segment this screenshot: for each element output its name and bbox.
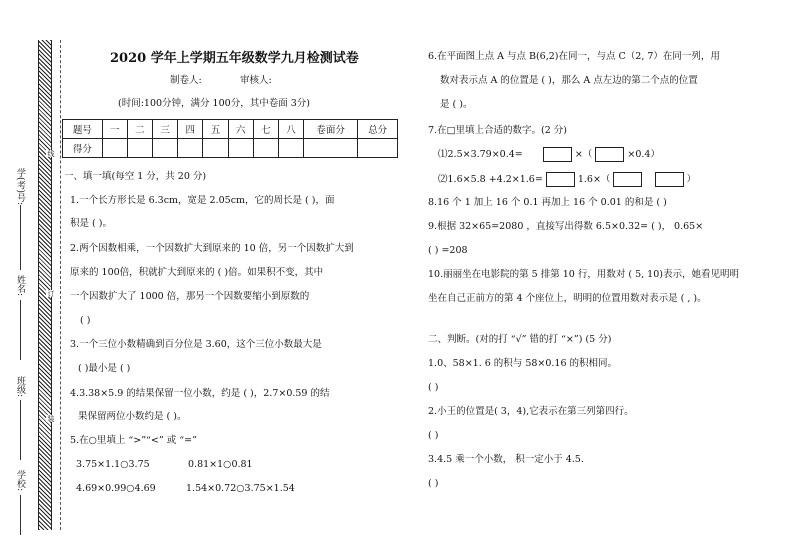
exam-info: (时间:100分钟，满分 100分，其中卷面 3分) — [118, 98, 310, 109]
section2-heading: 二、判断。(对的打 “√” 错的打 “×”) (5 分) — [428, 334, 612, 345]
judge2-answer[interactable]: ( ) — [428, 430, 439, 441]
q7-heading: 7.在□里填上合适的数字。(2 分) — [428, 125, 568, 136]
q2-line2: 原来的 100倍，积就扩大到原来的 ( )倍。如果积不变，其中 — [70, 267, 324, 278]
q7-a — [438, 147, 660, 162]
q7-a-suffix: ×0.4） — [627, 149, 660, 160]
student-id-label: 学(考)号: — [15, 168, 25, 206]
q7-b — [438, 172, 696, 187]
score-table — [62, 119, 398, 158]
q7-b-prefix: ⑵1.6×5.8 +4.2×1.6= — [438, 174, 543, 185]
q5-item-d: 1.54×0.72○3.75×1.54 — [186, 483, 295, 494]
score-header-cell: 七 — [253, 120, 278, 139]
score-header-cell: 题号 — [63, 120, 103, 139]
class-label: 班级: — [15, 376, 25, 398]
score-cell[interactable] — [178, 139, 203, 158]
section1-heading: 一、填一填(每空 1 分，共 20 分) — [64, 171, 207, 182]
q3-line2: ( )最小是 ( ) — [78, 363, 131, 374]
score-cell[interactable] — [153, 139, 178, 158]
q8: 8.16 个 1 加上 16 个 0.1 再加上 16 个 0.01 的和是 ( ) — [428, 197, 667, 208]
score-header-cell: 六 — [228, 120, 253, 139]
binding-label-seal: 线 — [47, 150, 55, 157]
score-header-cell: 五 — [203, 120, 228, 139]
score-table-header-row — [63, 120, 398, 139]
q7-a-mid: ×（ — [574, 149, 593, 160]
score-cell[interactable] — [304, 139, 358, 158]
score-cell[interactable] — [253, 139, 278, 158]
q2-line4: ( ) — [80, 315, 91, 326]
score-table-score-row — [63, 139, 398, 158]
q9-line1: 9.根据 32×65=2080 ，直接写出得数 6.5×0.32= ( )， 0.65× — [428, 221, 704, 232]
judge1: 1.0、58×1. 6 的积与 58×0.16 的积相同。 — [428, 358, 618, 369]
binding-dashed-line — [60, 40, 61, 530]
class-line[interactable] — [20, 400, 21, 460]
judge3: 3.4.5 乘一个小数， 积一定小于 4.5. — [428, 454, 584, 465]
q3-line1: 3.一个三位小数精确到百分位是 3.60，这个三位小数最大是 — [70, 339, 322, 350]
q5-item-b: 0.81×1○0.81 — [188, 459, 253, 470]
q5-item-c: 4.69×0.99○4.69 — [76, 483, 156, 494]
score-header-cell: 三 — [153, 120, 178, 139]
binding-label-order: 订 — [47, 290, 55, 297]
binding-label-bind: 装 — [47, 415, 55, 422]
judge1-answer[interactable]: ( ) — [428, 382, 439, 393]
score-header-cell: 总分 — [358, 120, 398, 139]
binding-strip — [38, 40, 52, 530]
q4-line1: 4.3.38×5.9 的结果保留一位小数，约是 ( )，2.7×0.59 的结 — [70, 388, 330, 399]
q10-line2: 坐在自己正前方的第 4 个座位上，明明的位置用数对表示是 ( , )。 — [428, 293, 707, 304]
reviewer-label: 审核人: — [240, 75, 272, 86]
judge2: 2.小王的位置是( 3，4),它表示在第三列第四行。 — [428, 406, 634, 417]
q7-b-suffix: ） — [686, 174, 697, 185]
q7-b-box1[interactable] — [546, 172, 575, 187]
q1-line2: 积是 ( )。 — [70, 218, 112, 229]
q1-line1: 1.一个长方形长是 6.3cm，宽是 2.05cm，它的周长是 ( )，面 — [70, 195, 335, 206]
q7-b-box2[interactable] — [613, 172, 642, 187]
q7-a-prefix: ⑴2.5×3.79×0.4= — [438, 149, 523, 160]
school-line[interactable] — [20, 495, 21, 535]
name-label: 姓名: — [15, 275, 25, 297]
score-cell[interactable] — [228, 139, 253, 158]
q7-b-mid: 1.6×（ — [577, 174, 611, 185]
q9-line2: ( ) =208 — [428, 245, 468, 256]
q6-line1: 6.在平面图上点 A 与点 B(6,2)在同一，与点 C（2, 7）在同一列，用 — [428, 51, 720, 62]
score-header-cell: 一 — [102, 120, 127, 139]
q4-line2: 果保留两位小数约是 ( )。 — [78, 411, 187, 422]
q2-line3: 一个因数扩大了 1000 倍，那另一个因数要缩小到原数的 — [70, 291, 310, 302]
score-header-cell: 八 — [278, 120, 303, 139]
school-label: 学校: — [15, 470, 25, 492]
q6-line3: 是 ( )。 — [440, 99, 473, 110]
name-line[interactable] — [20, 300, 21, 360]
score-row-label: 得分 — [63, 139, 103, 158]
score-cell[interactable] — [127, 139, 152, 158]
q5-item-a: 3.75×1.1○3.75 — [76, 459, 150, 470]
score-header-cell: 卷面分 — [304, 120, 358, 139]
score-header-cell: 四 — [178, 120, 203, 139]
q7-b-box3[interactable] — [655, 172, 684, 187]
q6-line2: 数对表示点 A 的位置是 ( )，那么 A 点左边的第二个点的位置 — [440, 75, 698, 86]
q5-line1: 5.在○里填上 “>”“<” 或 “=” — [70, 435, 197, 446]
score-cell[interactable] — [102, 139, 127, 158]
score-header-cell: 二 — [127, 120, 152, 139]
score-cell[interactable] — [278, 139, 303, 158]
q2-line1: 2.两个因数相乘，一个因数扩大到原来的 10 倍，另一个因数扩大到 — [70, 243, 354, 254]
q7-a-box2[interactable] — [595, 147, 624, 162]
maker-label: 制卷人: — [170, 75, 202, 86]
score-cell[interactable] — [358, 139, 398, 158]
score-cell[interactable] — [203, 139, 228, 158]
q7-a-box1[interactable] — [543, 147, 572, 162]
q10-line1: 10.丽丽坐在电影院的第 5 排第 10 行，用数对 ( 5, 10)表示，她看见明明 — [428, 269, 739, 280]
student-id-line[interactable] — [20, 205, 21, 270]
judge3-answer[interactable]: ( ) — [428, 478, 439, 489]
page-title: 2020 学年上学期五年级数学九月检测试卷 — [110, 51, 359, 66]
